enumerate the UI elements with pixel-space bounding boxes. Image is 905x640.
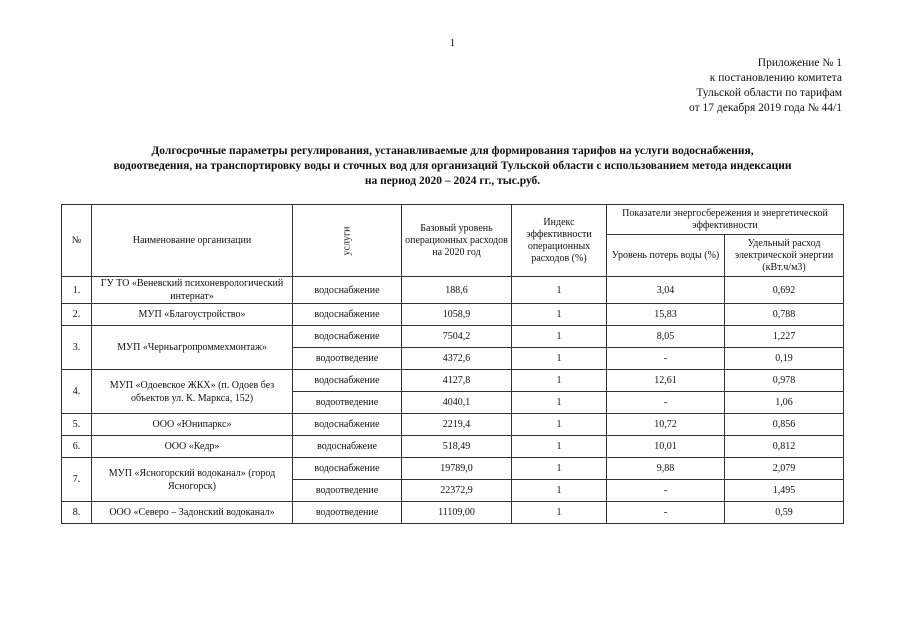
water-loss-value: - <box>607 392 725 414</box>
water-loss-value: 10,72 <box>607 414 725 436</box>
org-number: 1. <box>62 277 92 304</box>
water-loss-value: 12,61 <box>607 370 725 392</box>
electric-use-value: 2,079 <box>725 458 844 480</box>
service-type: водоотведение <box>293 480 402 502</box>
water-loss-value: - <box>607 480 725 502</box>
efficiency-index-value: 1 <box>512 304 607 326</box>
page-number: 1 <box>449 37 456 49</box>
org-number: 5. <box>62 414 92 436</box>
org-name: ГУ ТО «Веневский психоневрологический интернат» <box>92 277 293 304</box>
table-row <box>62 458 844 480</box>
org-number: 7. <box>62 458 92 502</box>
base-level-value: 188,6 <box>402 277 512 304</box>
water-loss-value: 15,83 <box>607 304 725 326</box>
water-loss-value: - <box>607 502 725 524</box>
water-loss-value: - <box>607 348 725 370</box>
document-title <box>60 144 845 189</box>
service-type: водоснабжение <box>293 370 402 392</box>
service-type: водоснабжение <box>293 458 402 480</box>
appendix-line-2: к постановлению комитета <box>709 72 842 84</box>
header-base-level: Базовый уровень операционных расходов на 2020 год <box>402 205 512 277</box>
appendix-line-1: Приложение № 1 <box>757 57 842 69</box>
org-number: 8. <box>62 502 92 524</box>
water-loss-value: 8,05 <box>607 326 725 348</box>
header-energy-group: Показатели энергосбережения и энергетической эффективности <box>607 205 844 235</box>
base-level-value: 1058,9 <box>402 304 512 326</box>
efficiency-index-value: 1 <box>512 458 607 480</box>
table-row <box>62 414 844 436</box>
appendix-line-4: от 17 декабря 2019 года № 44/1 <box>689 102 842 114</box>
water-loss-value: 3,04 <box>607 277 725 304</box>
title-line-3: на период 2020 – 2024 гг., тыс.руб. <box>364 175 541 187</box>
efficiency-index-value: 1 <box>512 502 607 524</box>
table-row <box>62 304 844 326</box>
electric-use-value: 0,59 <box>725 502 844 524</box>
header-service-label: услуги <box>340 226 352 255</box>
efficiency-index-value: 1 <box>512 348 607 370</box>
electric-use-value: 0,812 <box>725 436 844 458</box>
service-type: водоотведение <box>293 502 402 524</box>
table-row <box>62 277 844 304</box>
org-name: ООО «Юнипаркс» <box>92 414 293 436</box>
base-level-value: 11109,00 <box>402 502 512 524</box>
org-name: ООО «Кедр» <box>92 436 293 458</box>
table-row <box>62 502 844 524</box>
service-type: водоснабжение <box>293 326 402 348</box>
org-name: ООО «Северо – Задонский водоканал» <box>92 502 293 524</box>
electric-use-value: 0,856 <box>725 414 844 436</box>
org-number: 6. <box>62 436 92 458</box>
efficiency-index-value: 1 <box>512 436 607 458</box>
org-name: МУП «Ясногорский водоканал» (город Ясногорск) <box>92 458 293 502</box>
org-name: МУП «Благоустройство» <box>92 304 293 326</box>
org-name: МУП «Черньагропроммехмонтаж» <box>92 326 293 370</box>
electric-use-value: 0,19 <box>725 348 844 370</box>
base-level-value: 19789,0 <box>402 458 512 480</box>
service-type: водоснабжение <box>293 414 402 436</box>
electric-use-value: 1,06 <box>725 392 844 414</box>
efficiency-index-value: 1 <box>512 480 607 502</box>
base-level-value: 4040,1 <box>402 392 512 414</box>
electric-use-value: 0,978 <box>725 370 844 392</box>
electric-use-value: 0,692 <box>725 277 844 304</box>
efficiency-index-value: 1 <box>512 392 607 414</box>
efficiency-index-value: 1 <box>512 277 607 304</box>
table-row <box>62 370 844 392</box>
header-service <box>293 205 402 277</box>
table-row <box>62 436 844 458</box>
efficiency-index-value: 1 <box>512 370 607 392</box>
base-level-value: 518,49 <box>402 436 512 458</box>
title-line-1: Долгосрочные параметры регулирования, устанавливаемые для формирования тарифов на услуги водоснабжения, <box>151 145 754 157</box>
efficiency-index-value: 1 <box>512 326 607 348</box>
electric-use-value: 1,227 <box>725 326 844 348</box>
service-type: водоотведение <box>293 348 402 370</box>
header-org-name: Наименование организации <box>92 205 293 277</box>
base-level-value: 4372,6 <box>402 348 512 370</box>
org-name: МУП «Одоевское ЖКХ» (п. Одоев без объектов ул. К. Маркса, 152) <box>92 370 293 414</box>
table-body <box>62 277 844 524</box>
service-type: водоснабжеие <box>293 436 402 458</box>
base-level-value: 2219,4 <box>402 414 512 436</box>
appendix-header <box>689 56 842 116</box>
title-line-2: водоотведения, на транспортировку воды и сточных вод для организаций Тульской области с использованием метода индексации <box>113 160 792 172</box>
base-level-value: 4127,8 <box>402 370 512 392</box>
service-type: водоснабжение <box>293 304 402 326</box>
header-electric-use: Удельный расход электрической энергии (кВт.ч/м3) <box>725 235 844 277</box>
service-type: водоснабжение <box>293 277 402 304</box>
header-num: № <box>62 205 92 277</box>
org-number: 2. <box>62 304 92 326</box>
electric-use-value: 0,788 <box>725 304 844 326</box>
parameters-table <box>61 204 844 524</box>
service-type: водоотведение <box>293 392 402 414</box>
appendix-line-3: Тульской области по тарифам <box>696 87 842 99</box>
org-number: 3. <box>62 326 92 370</box>
header-water-loss: Уровень потерь воды (%) <box>607 235 725 277</box>
base-level-value: 22372,9 <box>402 480 512 502</box>
org-number: 4. <box>62 370 92 414</box>
base-level-value: 7504,2 <box>402 326 512 348</box>
water-loss-value: 10,01 <box>607 436 725 458</box>
table-row <box>62 326 844 348</box>
water-loss-value: 9,88 <box>607 458 725 480</box>
header-efficiency-index: Индекс эффективности операционных расходов (%) <box>512 205 607 277</box>
electric-use-value: 1,495 <box>725 480 844 502</box>
efficiency-index-value: 1 <box>512 414 607 436</box>
